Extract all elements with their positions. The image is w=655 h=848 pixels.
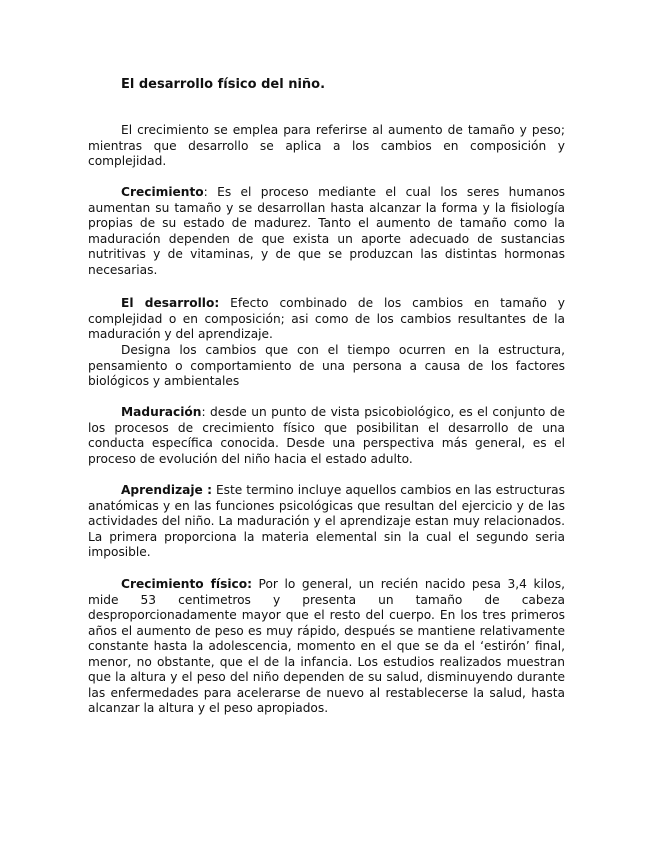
term-crecimiento-fisico: Crecimiento físico: [121, 577, 252, 591]
paragraph-crecimiento [88, 185, 565, 278]
paragraph-aprendizaje-text: Este termino incluye aquellos cambios en las estructuras anatómicas y en las funciones psicológicas que resultan del ejercicio y de las actividades del niño. La maduración y el aprendizaje estan muy relacionados. La primera proporciona la materia elemental sin la cual el segundo seria imposible. [88, 483, 565, 559]
paragraph-maduracion-text: : desde un punto de vista psicobiológico, es el conjunto de los procesos de crecimiento físico que posibilitan el desarrollo de una conducta específica conocida. Desde una perspectiva más general, es el proceso de evolución del niño hacia el estado adulto. [88, 405, 565, 466]
paragraph-crecimiento-fisico-text: Por lo general, un recién nacido pesa 3,4 kilos, mide 53 centimetros y presenta un tamaño de cabeza desproporcionadamente mayor que el resto del cuerpo. En los tres primeros años el aumento de peso es muy rápido, después se mantiene relativamente constante hasta la adolescencia, momento en el que se da el ‘estirón’ final, menor, no obstante, que el de la infancia. Los estudios realizados muestran que la altura y el peso del niño dependen de su salud, disminuyendo durante las enfermedades para acelerarse de nuevo al restablecerse la salud, hasta alcanzar la altura y el peso apropiados. [88, 577, 565, 715]
term-crecimiento: Crecimiento [121, 185, 204, 199]
paragraph-crecimiento-text: : Es el proceso mediante el cual los seres humanos aumentan su tamaño y se desarrollan hasta alcanzar la forma y la fisiología propias de su estado de madurez. Tanto el aumento de tamaño como la maduración dependen de que exista un aporte adecuado de sustancias nutritivas y de vitaminas, y de que se produzcan las distintas hormonas necesarias. [88, 185, 565, 277]
paragraph-maduracion [88, 405, 565, 467]
paragraph-desarrollo-text: Efecto combinado de los cambios en tamaño y complejidad o en composición; asi como de los cambios resultantes de la maduración y del aprendizaje. [88, 296, 565, 341]
paragraph-intro [88, 123, 565, 170]
paragraph-crecimiento-fisico [88, 577, 565, 717]
paragraph-desarrollo [88, 296, 565, 343]
paragraph-aprendizaje [88, 483, 565, 561]
term-desarrollo: El desarrollo: [121, 296, 220, 310]
document-title: El desarrollo físico del niño. [121, 77, 326, 92]
paragraph-designa-text: Designa los cambios que con el tiempo ocurren en la estructura, pensamiento o comportamiento de una persona a causa de los factores biológicos y ambientales [88, 343, 565, 388]
term-aprendizaje: Aprendizaje : [121, 483, 212, 497]
paragraph-intro-text: El crecimiento se emplea para referirse al aumento de tamaño y peso; mientras que desarrollo se aplica a los cambios en composición y complejidad. [88, 123, 565, 168]
term-maduracion: Maduración [121, 405, 202, 419]
paragraph-designa [88, 343, 565, 390]
